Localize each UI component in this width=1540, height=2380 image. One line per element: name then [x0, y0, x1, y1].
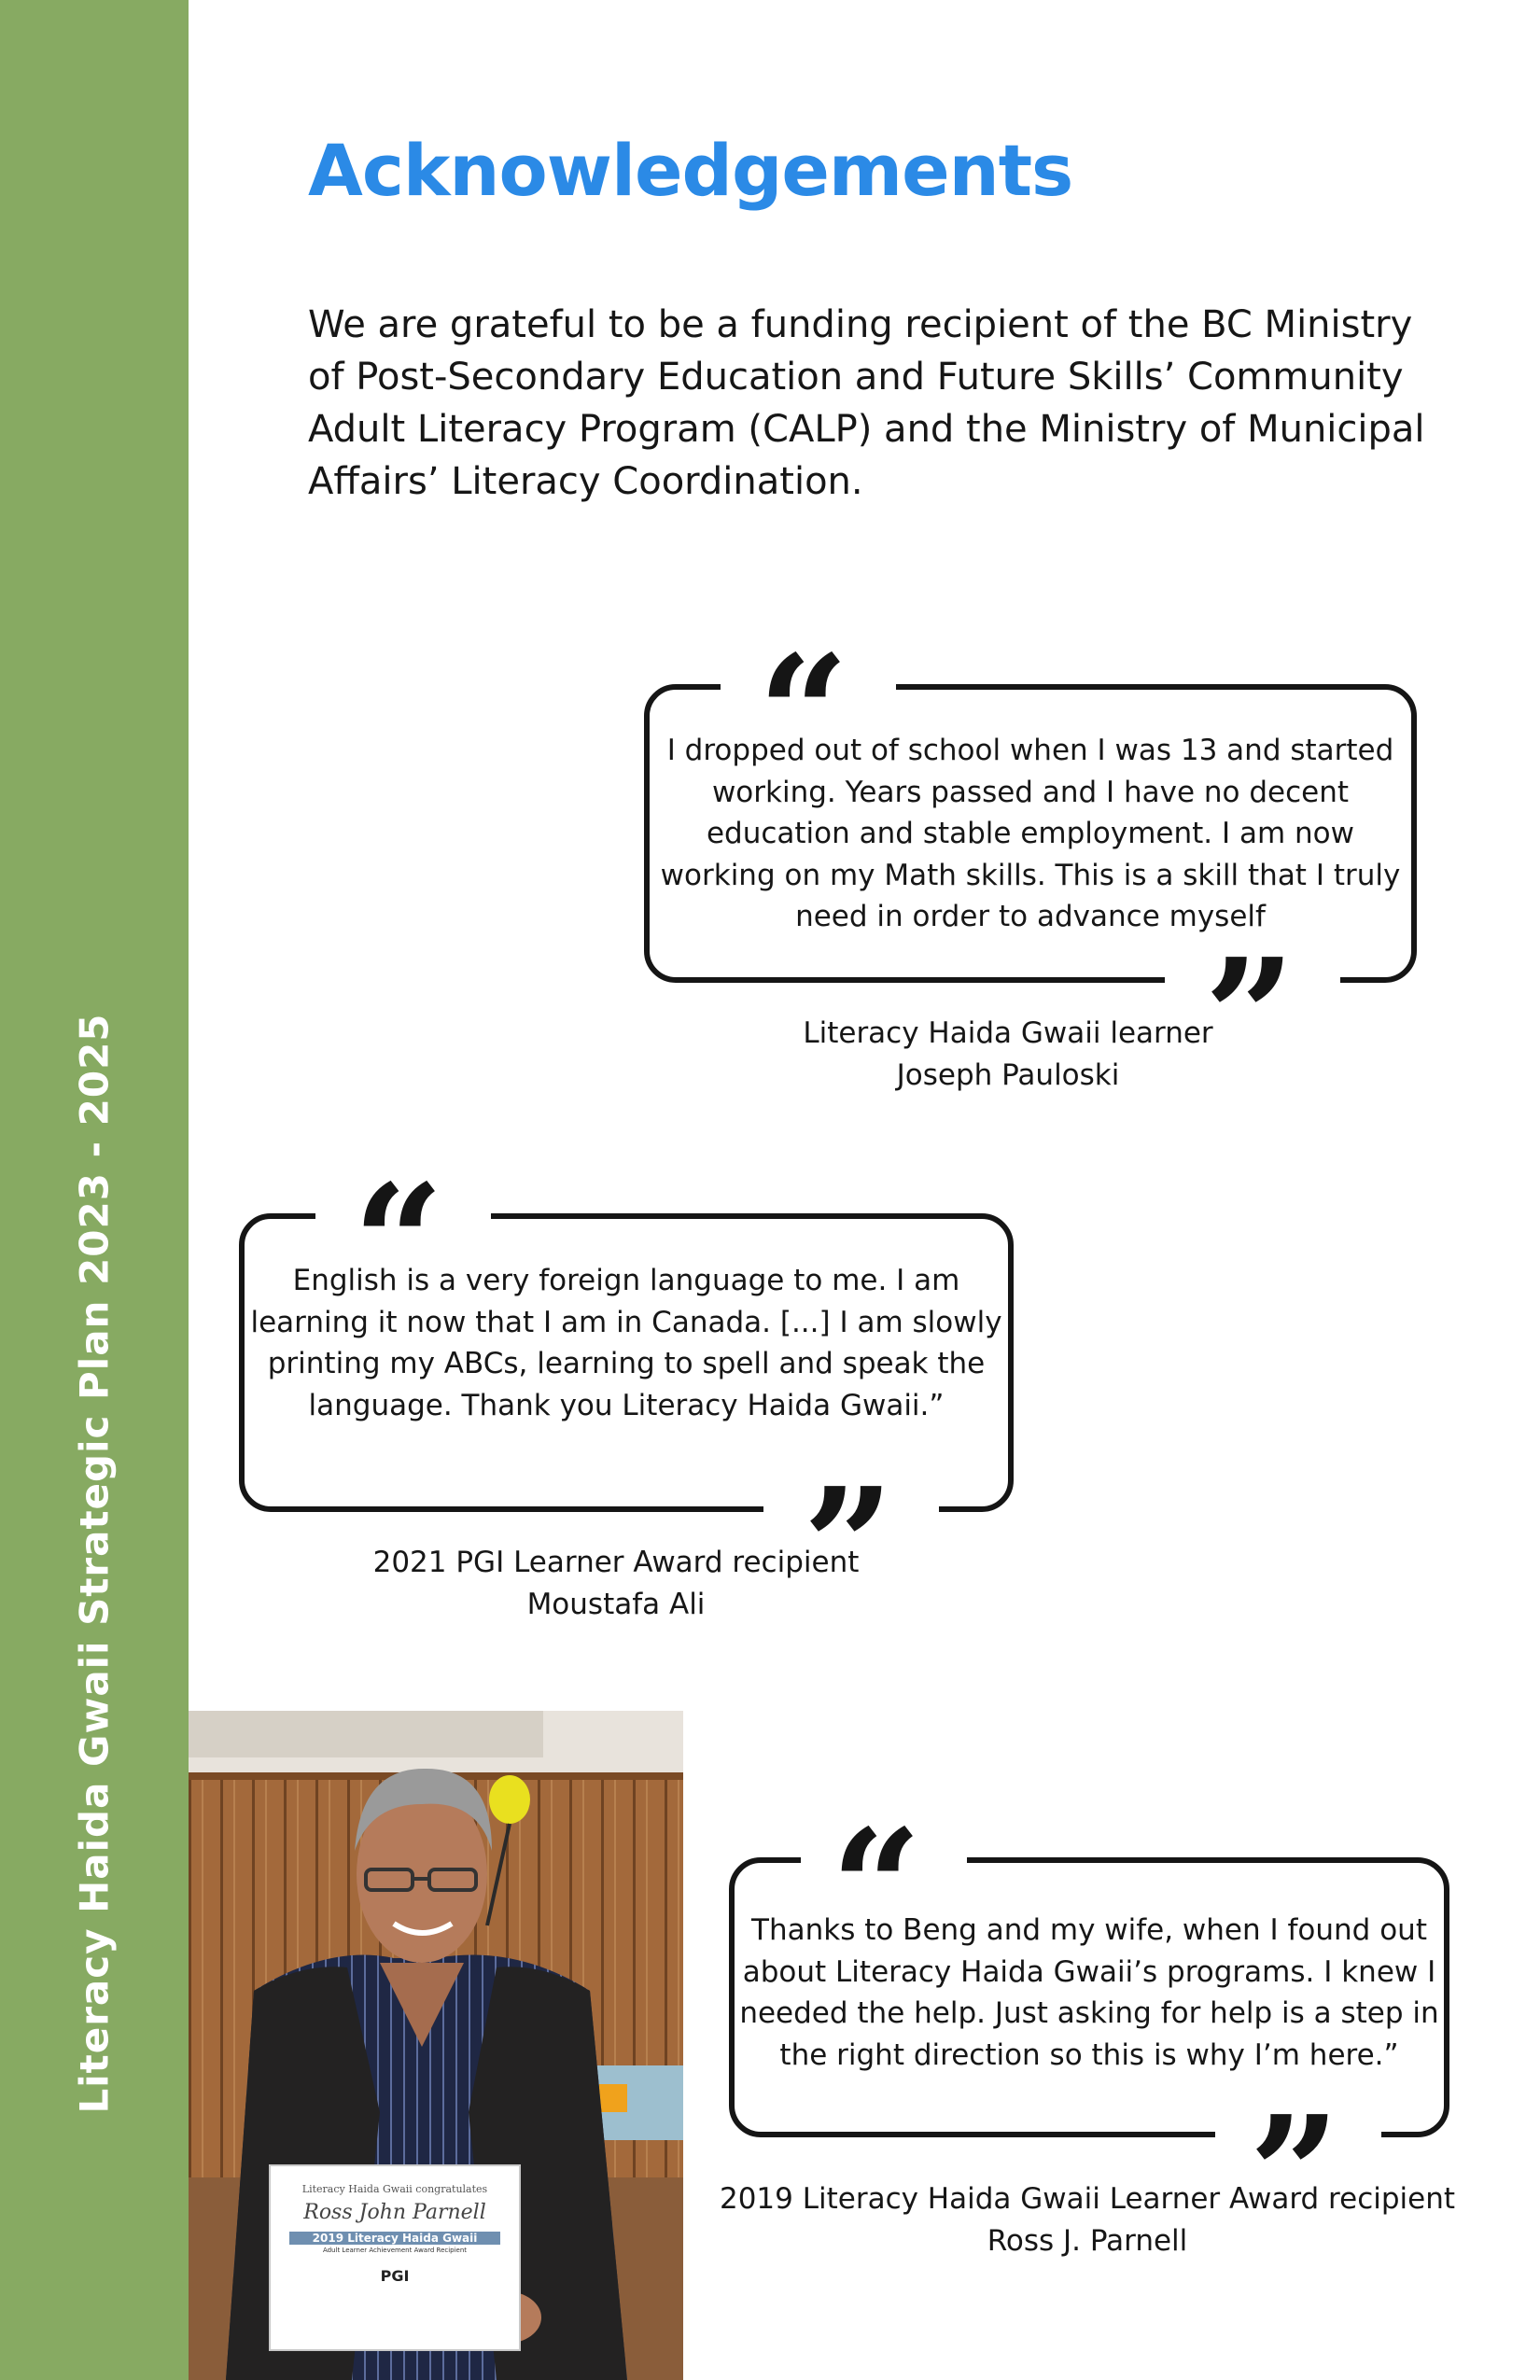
close-quote-icon: ” [1249, 2081, 1340, 2268]
attribution-role: Literacy Haida Gwaii learner [803, 1016, 1213, 1050]
certificate-logo: PGI [380, 2267, 410, 2285]
quote-text: Thanks to Beng and my wife, when I found out about Literacy Haida Gwaii’s programs. I knew I needed the help. Just asking for help is a step in the right direction so this is why I’m here.” [739, 1913, 1439, 2072]
close-quote-icon: ” [803, 1453, 894, 1640]
quote-attribution [336, 1542, 896, 1626]
certificate-header: Literacy Haida Gwaii congratulates [301, 2183, 488, 2195]
open-quote-icon: “ [758, 621, 849, 807]
award-certificate [269, 2164, 521, 2351]
page-title: Acknowledgements [308, 129, 1073, 212]
quote-attribution [747, 1013, 1269, 1097]
sidebar-title: Literacy Haida Gwaii Strategic Plan 2023 - 2025 [71, 1013, 118, 2114]
open-quote-icon: “ [831, 1795, 922, 1981]
attribution-name: Moustafa Ali [526, 1588, 706, 1621]
certificate-subtitle: Adult Learner Achievement Award Recipient [322, 2247, 468, 2254]
open-quote-icon: “ [353, 1150, 444, 1337]
certificate-award: 2019 Literacy Haida Gwaii [289, 2232, 500, 2245]
sidebar-band [0, 0, 189, 2380]
attribution-name: Ross J. Parnell [987, 2224, 1188, 2258]
certificate-name: Ross John Parnell [303, 2201, 486, 2224]
award-recipient-photo [189, 1711, 683, 2380]
quote-text: English is a very foreign language to me. I am learning it now that I am in Canada. [...] I am slowly printing my ABCs, learning to spell and speak the language. Thank you Literacy Haida Gwaii.” [250, 1264, 1002, 1422]
attribution-role: 2021 PGI Learner Award recipient [372, 1546, 860, 1579]
close-quote-icon: ” [1204, 924, 1295, 1111]
intro-paragraph: We are grateful to be a funding recipient of the BC Ministry of Post-Secondary Education and Future Skills’ Community Adult Literacy Program (CALP) and the Ministry of Municipal Affairs’ Literacy Coordination. [308, 303, 1425, 503]
quote-attribution [691, 2178, 1484, 2262]
quote-text: I dropped out of school when I was 13 and started working. Years passed and I have no decent education and stable employment. I am now working on my Math skills. This is a skill that I truly need in order to advance myself [660, 734, 1401, 933]
attribution-name: Joseph Pauloski [896, 1058, 1120, 1092]
attribution-role: 2019 Literacy Haida Gwaii Learner Award recipient [719, 2182, 1456, 2216]
